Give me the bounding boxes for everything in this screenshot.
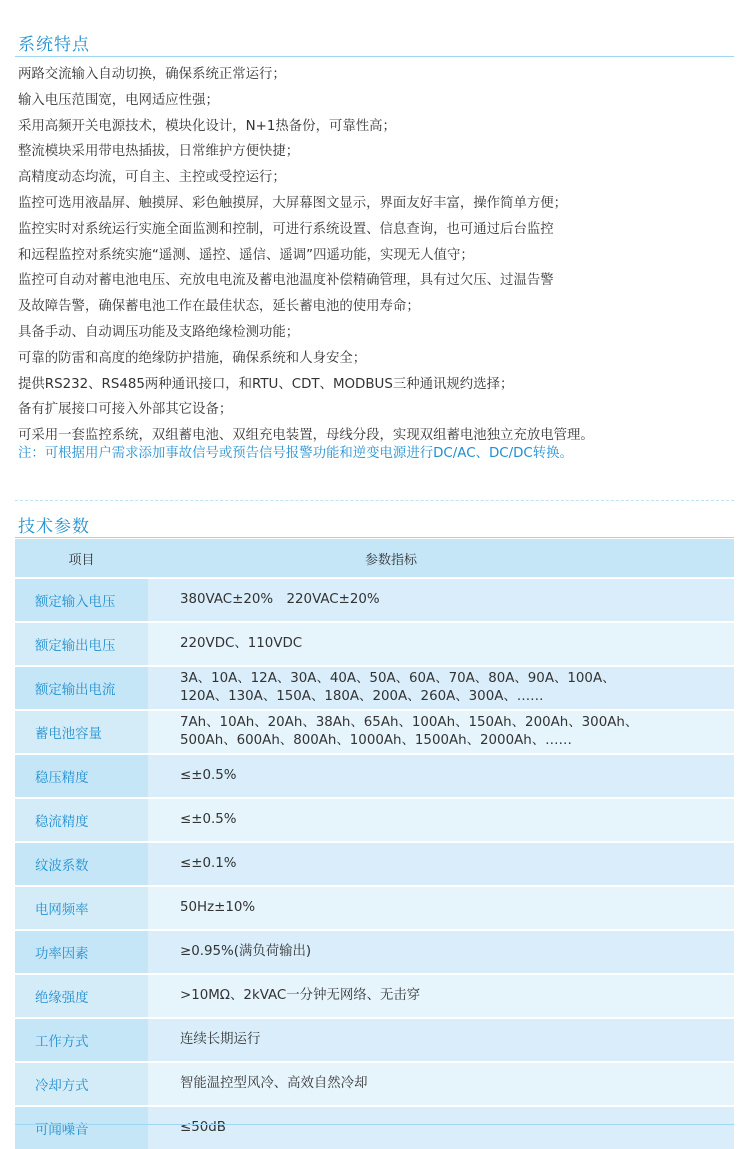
spec-row [15, 929, 734, 973]
spec-row [15, 1105, 734, 1149]
spec-value [148, 931, 734, 973]
feature-item: 具备手动、自动调压功能及支路绝缘检测功能； [18, 324, 300, 340]
feature-item: 监控可自动对蓄电池电压、充放电电流及蓄电池温度补偿精确管理，具有过欠压、过温告警 [18, 273, 554, 289]
specs-divider [15, 537, 734, 538]
spec-label: 纹波系数 [15, 843, 148, 885]
spec-row [15, 665, 734, 709]
spec-label: 可闻噪音 [15, 1107, 148, 1149]
spec-value-line: ≥0.95%(满负荷输出) [180, 944, 312, 959]
spec-label: 功率因素 [15, 931, 148, 973]
spec-label: 绝缘强度 [15, 975, 148, 1017]
feature-item: 监控可选用液晶屏、触摸屏、彩色触摸屏，大屏幕图文显示，界面友好丰富，操作简单方便； [18, 195, 568, 211]
spec-value [148, 1107, 734, 1149]
spec-value-line: 50Hz±10% [180, 900, 256, 915]
feature-item: 整流模块采用带电热插拔，日常维护方便快捷； [18, 144, 300, 160]
feature-item: 提供RS232、RS485两种通讯接口，和RTU、CDT、MODBUS三种通讯规约选择； [18, 376, 514, 392]
spec-label: 电网频率 [15, 887, 148, 929]
spec-value-line: 380VAC±20% 220VAC±20% [180, 592, 380, 607]
spec-value [148, 1019, 734, 1061]
specs-table [15, 539, 734, 1149]
spec-value-line: >10MΩ、2kVAC一分钟无网络、无击穿 [180, 988, 421, 1003]
features-bottom-divider [15, 500, 734, 501]
spec-value-line: ≤±0.5% [180, 812, 237, 827]
feature-item: 备有扩展接口可接入外部其它设备； [18, 402, 233, 418]
spec-value [148, 1063, 734, 1105]
features-title: 系统特点 [18, 35, 90, 55]
feature-item: 和远程监控对系统实施“遥测、遥控、遥信、遥调”四遥功能，实现无人值守； [18, 247, 474, 263]
spec-label: 额定输出电压 [15, 623, 148, 665]
specs-table-body [15, 577, 734, 1149]
spec-row [15, 973, 734, 1017]
spec-value [148, 843, 734, 885]
spec-label: 额定输出电流 [15, 667, 148, 709]
spec-value [148, 667, 734, 709]
spec-value [148, 799, 734, 841]
spec-value-line: ≤±0.1% [180, 856, 237, 871]
spec-row [15, 709, 734, 753]
features-list [18, 62, 734, 449]
features-note: 注：可根据用户需求添加事故信号或预告信号报警功能和逆变电源进行DC/AC、DC/DC转换。 [18, 446, 573, 461]
spec-row [15, 841, 734, 885]
specs-table-header [15, 539, 734, 577]
spec-value [148, 711, 734, 753]
features-divider [15, 56, 734, 57]
feature-item: 可采用一套监控系统，双组蓄电池、双组充电装置，母线分段，实现双组蓄电池独立充放电管理。 [18, 428, 594, 444]
spec-value-line: ≤±0.5% [180, 768, 237, 783]
header-value: 参数指标 [364, 552, 417, 568]
spec-row [15, 1061, 734, 1105]
specs-title: 技术参数 [18, 517, 90, 537]
spec-value-line: 3A、10A、12A、30A、40A、50A、60A、70A、80A、90A、100A、 [180, 671, 616, 686]
spec-value-line: 500Ah、600Ah、800Ah、1000Ah、1500Ah、2000Ah、…… [180, 733, 572, 748]
spec-row [15, 621, 734, 665]
spec-value-line: 120A、130A、150A、180A、200A、260A、300A、…… [180, 689, 544, 704]
feature-item: 可靠的防雷和高度的绝缘防护措施，确保系统和人身安全； [18, 350, 367, 366]
spec-value-line: 220VDC、110VDC [180, 636, 303, 651]
spec-value [148, 579, 734, 621]
feature-item: 监控实时对系统运行实施全面监测和控制，可进行系统设置、信息查询，也可通过后台监控 [18, 221, 554, 237]
spec-value-line: 连续长期运行 [180, 1032, 261, 1047]
spec-label: 额定输入电压 [15, 579, 148, 621]
spec-label: 工作方式 [15, 1019, 148, 1061]
specs-bottom-rule [15, 1124, 734, 1125]
spec-value-line: 智能温控型风冷、高效自然冷却 [180, 1076, 368, 1091]
feature-item: 两路交流输入自动切换，确保系统正常运行； [18, 67, 286, 82]
spec-row [15, 1017, 734, 1061]
spec-label: 稳流精度 [15, 799, 148, 841]
feature-item: 及故障告警，确保蓄电池工作在最佳状态，延长蓄电池的使用寿命； [18, 299, 420, 315]
header-item: 项目 [68, 552, 95, 568]
spec-row [15, 577, 734, 621]
feature-item: 采用高频开关电源技术，模块化设计，N+1热备份，可靠性高； [18, 118, 396, 134]
spec-row [15, 753, 734, 797]
spec-row [15, 885, 734, 929]
spec-label: 稳压精度 [15, 755, 148, 797]
spec-value [148, 975, 734, 1017]
spec-value [148, 755, 734, 797]
spec-label: 冷却方式 [15, 1063, 148, 1105]
spec-label: 蓄电池容量 [15, 711, 148, 753]
spec-row [15, 797, 734, 841]
spec-value [148, 887, 734, 929]
spec-value-line: 7Ah、10Ah、20Ah、38Ah、65Ah、100Ah、150Ah、200Ah、300Ah、 [180, 715, 639, 730]
spec-value-line: ≤50dB [180, 1120, 226, 1135]
feature-item: 输入电压范围宽，电网适应性强； [18, 92, 219, 108]
spec-value [148, 623, 734, 665]
feature-item: 高精度动态均流，可自主、主控或受控运行； [18, 170, 286, 186]
